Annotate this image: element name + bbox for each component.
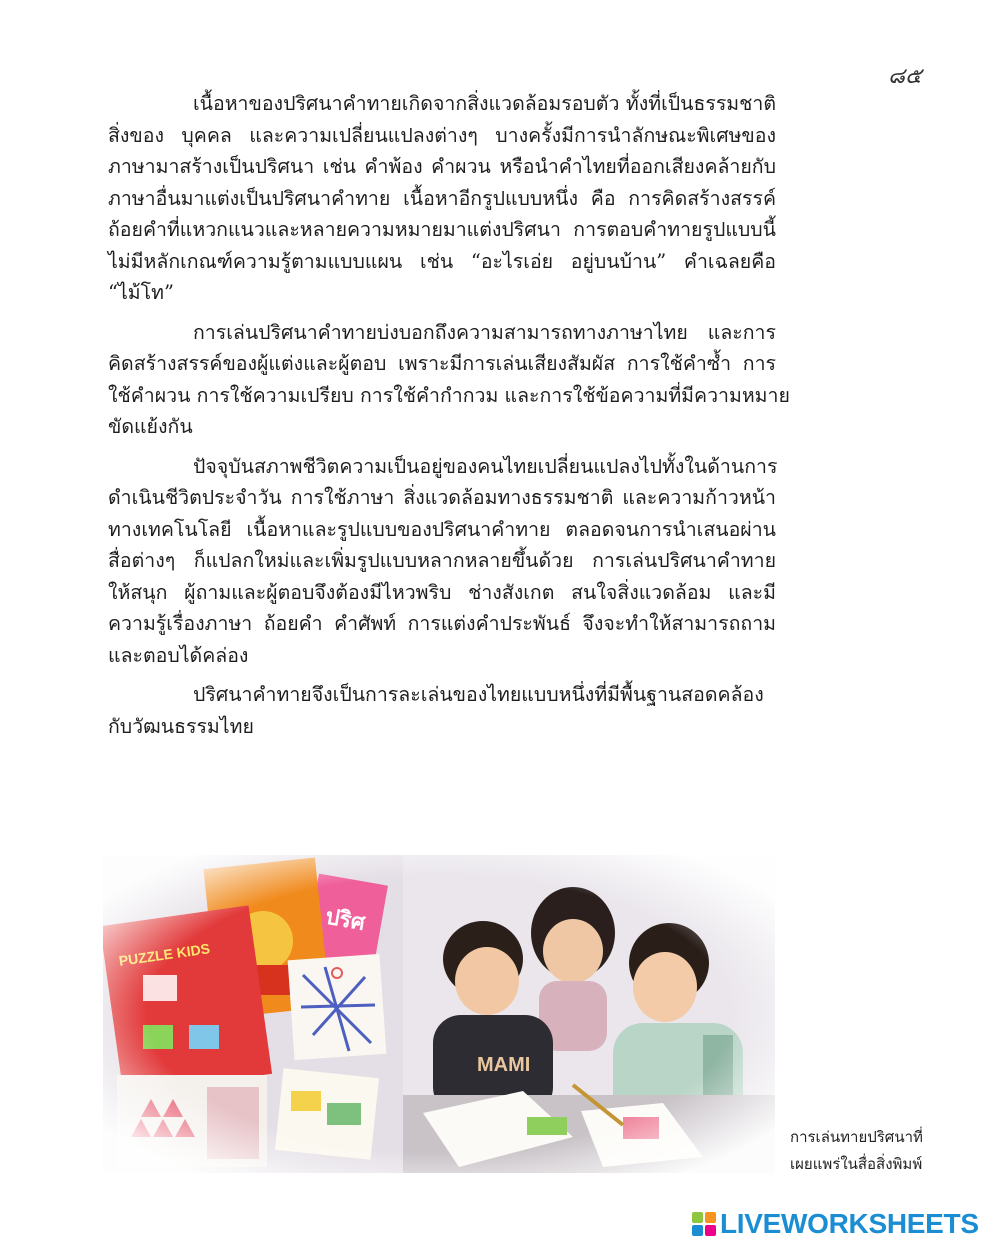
- text-line: ให้สนุก ผู้ถามและผู้ตอบจึงต้องมีไหวพริบ ช่างสังเกต สนใจสิ่งแวดล้อม และมี: [108, 580, 776, 604]
- page-number: ๘๕: [888, 64, 922, 89]
- brand-name: LIVEWORKSHEETS: [720, 1208, 979, 1239]
- text-line: ถ้อยคำที่แหวกแนวและหลายความหมายมาแต่งปริศนา การตอบคำทายรูปแบบนี้: [108, 218, 776, 241]
- text-line: ไม่มีหลักเกณฑ์ความรู้ตามแบบแผน เช่น “อะไรเอ่ย อยู่บนบ้าน” คำเฉลยคือ: [108, 249, 776, 273]
- text-line: เนื้อหาของปริศนาคำทายเกิดจากสิ่งแวดล้อมรอบตัว ทั้งที่เป็นธรรมชาติ: [193, 92, 776, 115]
- liveworksheets-logo[interactable]: [692, 1207, 979, 1241]
- text-line: ปริศนาคำทายจึงเป็นการละเล่นของไทยแบบหนึ่งที่มีพื้นฐานสอดคล้อง: [193, 683, 764, 706]
- icon-square: [692, 1225, 703, 1236]
- text-line: การเล่นปริศนาคำทายบ่งบอกถึงความสามารถทางภาษาไทย และการ: [193, 320, 776, 344]
- body-text: [108, 88, 790, 750]
- icon-square: [692, 1212, 703, 1223]
- text-line: คิดสร้างสรรค์ของผู้แต่งและผู้ตอบ เพราะมีการเล่นเสียงสัมผัส การใช้คำซ้ำ การ: [108, 352, 776, 375]
- icon-square: [705, 1225, 716, 1236]
- text-line: ภาษาอื่นมาแต่งเป็นปริศนาคำทาย เนื้อหาอีกรูปแบบหนึ่ง คือ การคิดสร้างสรรค์: [108, 186, 776, 210]
- text-line: ขัดแย้งกัน: [108, 415, 193, 438]
- text-line: ภาษามาสร้างเป็นปริศนา เช่น คำพ้อง คำผวน หรือนำคำไทยที่ออกเสียงคล้ายกับ: [108, 155, 776, 178]
- text-line: ใช้คำผวน การใช้ความเปรียบ การใช้คำกำกวม และการใช้ข้อความที่มีความหมาย: [108, 383, 790, 407]
- text-line: ดำเนินชีวิตประจำวัน การใช้ภาษา สิ่งแวดล้อมทางธรรมชาติ และความก้าวหน้า: [108, 486, 776, 509]
- caption-line: เผยแพร่ในสื่อสิ่งพิมพ์: [790, 1155, 923, 1173]
- photo-illustration: [103, 855, 775, 1173]
- text-line: สื่อต่างๆ ก็แปลกใหม่และเพิ่มรูปแบบหลากหลายขึ้นด้วย การเล่นปริศนาคำทาย: [108, 549, 776, 572]
- liveworksheets-grid-icon: [692, 1212, 716, 1236]
- children-puzzle-photo: [103, 855, 775, 1173]
- text-line: สิ่งของ บุคคล และความเปลี่ยนแปลงต่างๆ บางครั้งมีการนำลักษณะพิเศษของ: [108, 123, 776, 147]
- text-line: “ไม้โท”: [108, 281, 174, 304]
- text-line: กับวัฒนธรรมไทย: [108, 714, 254, 738]
- caption-line: การเล่นทายปริศนาที่: [790, 1128, 923, 1146]
- paragraph-3: [108, 451, 776, 672]
- text-line: ทางเทคโนโลยี เนื้อหาและรูปแบบของปริศนาคำทาย ตลอดจนการนำเสนอผ่าน: [108, 517, 776, 541]
- photo-caption: [790, 1124, 960, 1178]
- text-line: ปัจจุบันสภาพชีวิตความเป็นอยู่ของคนไทยเปลี่ยนแปลงไปทั้งในด้านการ: [193, 454, 778, 478]
- paragraph-2: [108, 317, 790, 443]
- paragraph-4: [108, 679, 776, 742]
- icon-square: [705, 1212, 716, 1223]
- paragraph-1: [108, 88, 776, 309]
- text-line: ความรู้เรื่องภาษา ถ้อยคำ คำศัพท์ การแต่งคำประพันธ์ จึงจะทำให้สามารถถาม: [108, 612, 776, 635]
- text-line: และตอบได้คล่อง: [108, 643, 249, 667]
